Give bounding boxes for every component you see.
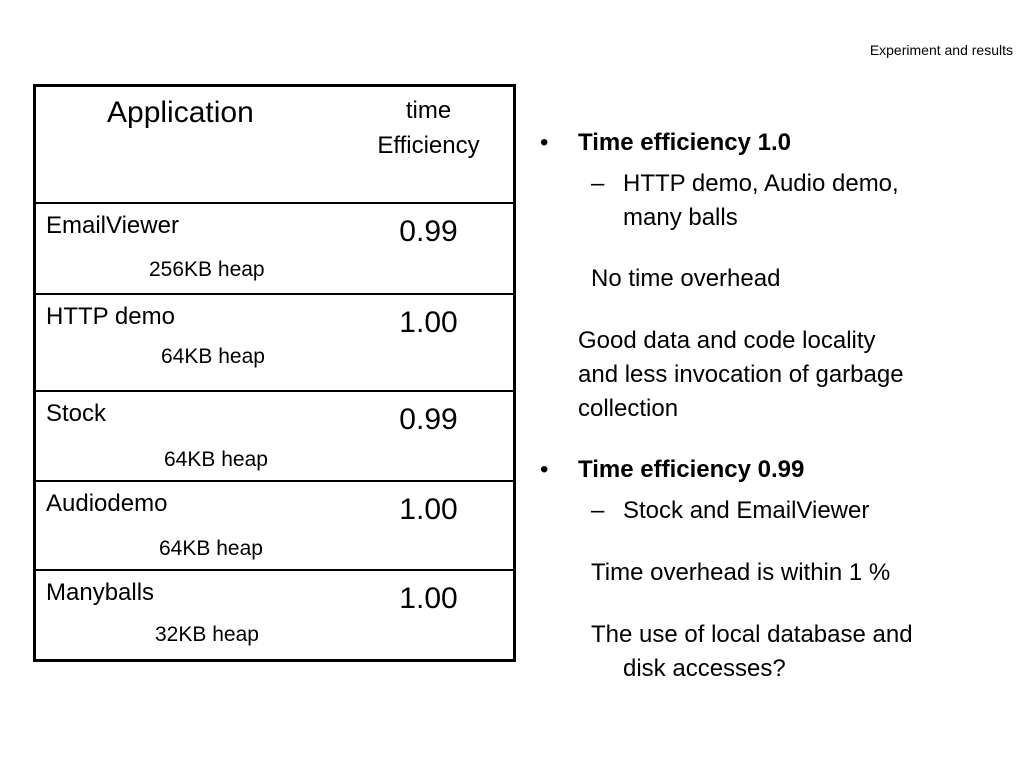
note-database-line2: disk accesses? [623,655,786,682]
column-header-application: Application [107,96,254,129]
row-efficiency-value: 1.00 [399,493,458,526]
note-no-time-overhead: No time overhead [591,265,781,292]
note-locality-line1: Good data and code locality [578,327,876,354]
row-efficiency-value: 1.00 [399,582,458,615]
note-database-line1: The use of local database and [591,621,913,648]
row-efficiency-value: 1.00 [399,306,458,339]
bullet-marker: • [540,129,549,156]
row-app-name: HTTP demo [46,303,175,330]
table-row [36,392,513,482]
row-heap-size: 64KB heap [161,345,265,368]
bullet-time-efficiency-1: Time efficiency 1.0 [578,129,791,156]
efficiency-table [33,84,516,662]
row-app-name: EmailViewer [46,212,179,239]
row-app-name: Stock [46,400,107,427]
table-row [36,571,513,659]
sub-item-stock-emailviewer: Stock and EmailViewer [623,497,870,524]
note-locality-line2: and less invocation of garbage [578,361,904,388]
column-header-time-efficiency [356,93,501,163]
row-heap-size: 64KB heap [164,448,268,471]
note-time-overhead: Time overhead is within 1 % [591,559,891,586]
page-header-title: Experiment and results [869,42,1013,58]
dash-marker: – [591,497,605,524]
row-efficiency-value: 0.99 [399,403,458,436]
bullet-marker: • [540,456,549,483]
row-heap-size: 32KB heap [155,623,259,646]
sub-item-demos-line1: HTTP demo, Audio demo, [623,170,899,197]
column-header-time-line2: Efficiency [377,132,480,159]
row-efficiency-value: 0.99 [399,215,458,248]
sub-item-demos-line2: many balls [623,204,738,231]
row-heap-size: 64KB heap [159,537,263,560]
note-locality-line3: collection [578,395,679,422]
table-row [36,204,513,295]
table-row [36,295,513,392]
dash-marker: – [591,170,605,197]
table-row [36,482,513,571]
row-app-name: Audiodemo [46,490,168,517]
bullet-time-efficiency-099: Time efficiency 0.99 [578,456,805,483]
table-header-row [36,87,513,204]
row-heap-size: 256KB heap [149,258,265,281]
column-header-time-line1: time [405,97,452,124]
row-app-name: Manyballs [46,579,155,606]
